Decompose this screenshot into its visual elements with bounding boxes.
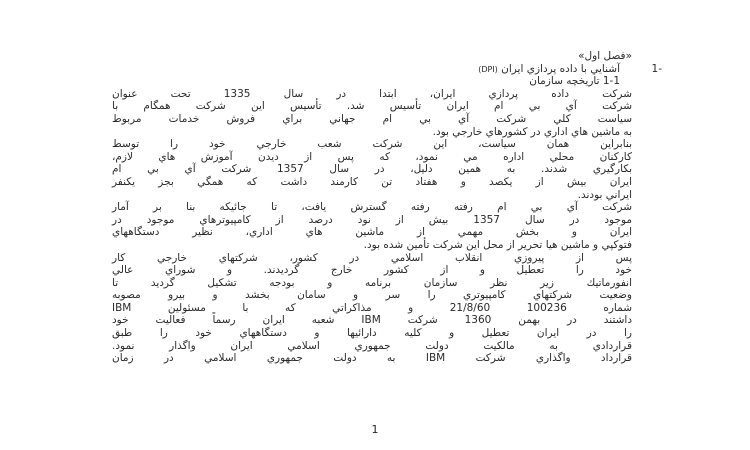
- body-line: قرارداد واگذاري شركت IBM به دولت جمهوري اسلامي در زمان: [112, 352, 633, 365]
- section-number: 1-: [651, 62, 662, 75]
- body-line: بكارگيري شدند. به همين دليل، در سال 1357 شركت آي بي ام: [112, 163, 632, 176]
- body-line: ايران و بخش مهمي از ماشين هاي اداري، نظير دستگاههاي: [112, 226, 632, 239]
- body-line: انفورماتيك زير نظر سازمان برنامه و بودجه تشكيل گرديد تا: [112, 276, 632, 289]
- body-line: بنابراين همان سياست، اين شركت شعب خارجي خود را توسط: [112, 138, 632, 151]
- subsection-title: 1-1 تاريخچه سازمان: [529, 75, 620, 88]
- section-heading: [112, 62, 662, 76]
- body-line: فتوكپي و ماشين هيا تحرير از محل اين شركت تأمين شده بود.: [363, 238, 632, 251]
- body-line: ايراني بودند.: [577, 188, 632, 201]
- section-title: آشنايي با داده پردازي ايران: [501, 62, 620, 75]
- body-line: را در ايران تعطيل و كليه دارائيها و دستگاههاي خود را طبق: [112, 327, 632, 340]
- body-line: به ماشين هاي اداري در كشورهاي خارجي بود.: [432, 125, 632, 138]
- body-line: پس از پيروزي انقلاب اسلامي در كشور، شركتهاي خارجي كار: [112, 251, 632, 264]
- body-line: داشتند در بهمن 1360 شركت IBM شعبه ايران رسماً فعاليت خود: [112, 314, 633, 327]
- body-line: موجود در سال 1357 بيش از نود درصد از كامپيوترهاي موجود در: [112, 213, 632, 226]
- body-line: كاركنان محلي اداره مي نمود، كه پس از ديدن آموزش هاي لازم،: [112, 150, 632, 163]
- body-line: سياست كلي شركت آي بي ام جهاني براي فروش خدمات مربوط: [112, 112, 632, 125]
- document-body: [112, 50, 662, 365]
- body-line: شركت آي بي ام ايران تأسيس شد. تأسيس اين شركت همگام با: [112, 100, 632, 113]
- body-line: قراردادي به مالكيت دولت جمهوري اسلامي ايران واگذار نمود.: [112, 339, 632, 352]
- section-abbreviation: (DPI): [478, 64, 498, 74]
- body-line: شركت آي بي ام رفته رفته گسترش يافت، تا جائيكه بنا بر آمار: [112, 201, 632, 214]
- body-line: وضعيت شركتهاي كامپيوتري را سر و سامان بخشد و بيرو مصوبه: [112, 289, 632, 302]
- page-number: 1: [371, 423, 379, 436]
- body-line: ايران بيش از يكصد و هفتاد تن كارمند داشت كه همگي بجز يكنفر: [112, 175, 632, 188]
- body-line: شماره 100236 21/8/60 و مذاكراتي كه با مسئولين IBM: [112, 301, 632, 314]
- chapter-title: «فصل اول»: [578, 50, 632, 62]
- body-line: شركت داده پردازي ايران، ابتدا در سال 1335 تحت عنوان: [112, 87, 633, 100]
- body-line: خود را تعطيل و از كشور خارج گرديدند. و شوراي عالي: [112, 264, 632, 277]
